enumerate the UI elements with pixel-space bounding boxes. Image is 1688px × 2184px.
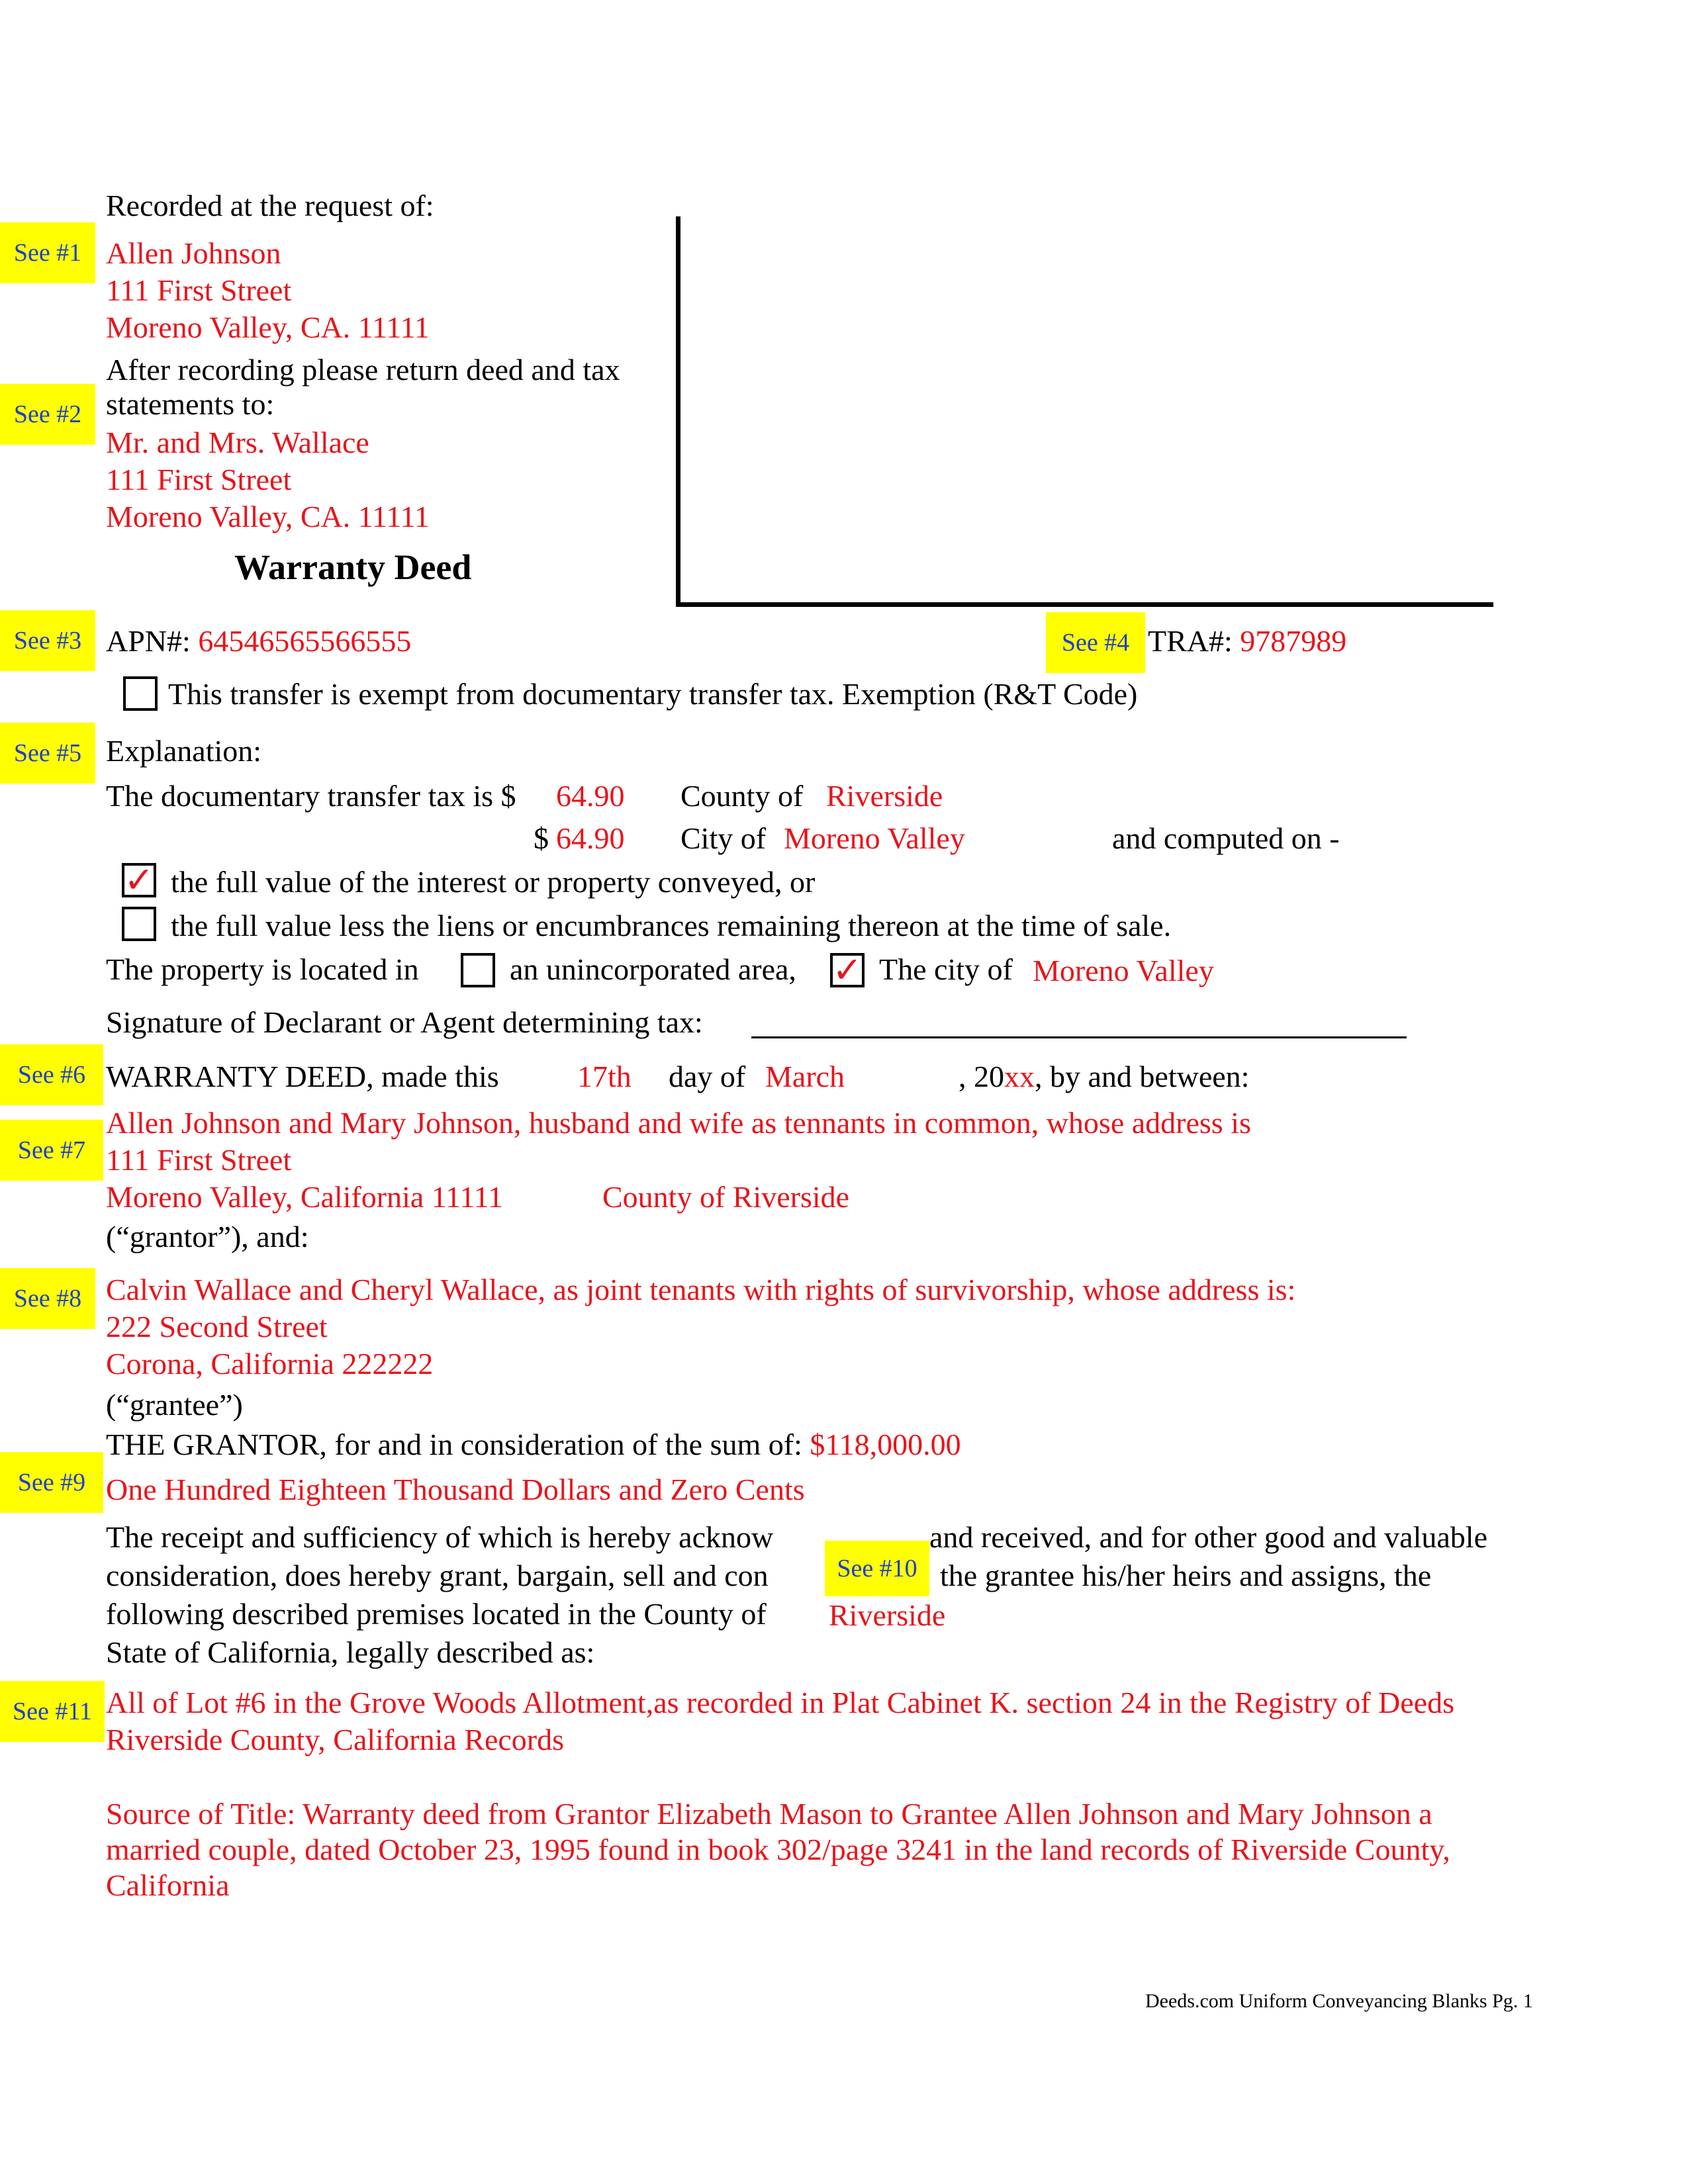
consideration-line: [106, 1427, 961, 1463]
document-title: Warranty Deed: [234, 547, 472, 587]
deed-day: 17th: [577, 1060, 632, 1093]
grantor-county: County of Riverside: [602, 1180, 850, 1214]
annotation-badge-3: See #3: [0, 610, 95, 671]
apn-label: APN#:: [106, 624, 191, 658]
exempt-text: This transfer is exempt from documentary transfer tax. Exemption (R&T Code): [168, 677, 1138, 711]
deed-month: March: [765, 1060, 845, 1093]
grantee-street: 222 Second Street: [106, 1310, 328, 1343]
located-city: Moreno Valley: [1033, 954, 1214, 987]
annotation-badge-4: See #4: [1046, 612, 1145, 673]
tra-label: TRA#:: [1148, 624, 1233, 658]
tax-amount-county: 64.90: [556, 779, 625, 813]
annotation-badge-11: See #11: [0, 1681, 105, 1742]
recorded-label: Recorded at the request of:: [106, 189, 434, 222]
unincorporated-checkbox[interactable]: [461, 953, 495, 987]
tra-value: 9787989: [1240, 624, 1347, 658]
deed-between: , by and between:: [1035, 1060, 1250, 1093]
legal-line2: Riverside County, California Records: [106, 1723, 564, 1756]
annotation-badge-10: See #10: [825, 1541, 929, 1596]
receipt-line2a: consideration, does hereby grant, bargain, sell and con: [106, 1559, 769, 1592]
recording-box-vertical-line: [676, 216, 680, 607]
receipt-line3: following described premises located in the County of: [106, 1597, 767, 1631]
tax-city-label: City of: [680, 821, 767, 855]
annotation-badge-8: See #8: [0, 1268, 95, 1329]
grantee-city: Corona, California 222222: [106, 1347, 434, 1381]
recording-box-horizontal-line: [676, 602, 1493, 607]
recorded-city: Moreno Valley, CA. 11111: [106, 310, 430, 344]
annotation-badge-6: See #6: [0, 1044, 103, 1105]
source-line3: California: [106, 1868, 230, 1902]
source-line1: Source of Title: Warranty deed from Grantor Elizabeth Mason to Grantee Allen Johnson and Mary Johnson a: [106, 1797, 1432, 1831]
grantee-line1: Calvin Wallace and Cheryl Wallace, as joint tenants with rights of survivorship, whose address is:: [106, 1273, 1296, 1306]
tra-line: [1148, 623, 1346, 659]
receipt-line1b: and received, and for other good and valuable: [929, 1520, 1487, 1554]
receipt-line4: State of California, legally described as:: [106, 1635, 595, 1669]
apn-value: 64546565566555: [198, 624, 412, 658]
tax-amount-city: 64.90: [556, 821, 625, 855]
grantee-label: (“grantee”): [106, 1388, 243, 1422]
return-label-line2: statements to:: [106, 387, 275, 421]
tax-county-label: County of: [680, 779, 804, 813]
annotation-badge-2: See #2: [0, 384, 95, 445]
recorded-street: 111 First Street: [106, 273, 292, 307]
return-name: Mr. and Mrs. Wallace: [106, 426, 369, 459]
grantor-label: (“grantor”), and:: [106, 1220, 309, 1253]
annotation-badge-7: See #7: [0, 1120, 103, 1181]
tax-dollar-sign: $: [534, 821, 549, 855]
consideration-prefix: THE GRANTOR, for and in consideration of the sum of:: [106, 1428, 802, 1461]
consideration-amount: $118,000.00: [810, 1428, 961, 1461]
deed-day-of: day of: [669, 1060, 746, 1093]
city-of-label: The city of: [879, 952, 1013, 986]
deed-year-prefix: , 20: [959, 1060, 1004, 1093]
annotation-badge-1: See #1: [0, 222, 95, 283]
tax-county: Riverside: [826, 779, 943, 813]
deed-year-suffix: xx: [1004, 1060, 1035, 1093]
receipt-line2b: the grantee his/her heirs and assigns, the: [940, 1559, 1432, 1592]
unincorporated-label: an unincorporated area,: [510, 952, 796, 986]
annotation-badge-9: See #9: [0, 1452, 103, 1513]
legal-line1: All of Lot #6 in the Grove Woods Allotment,as recorded in Plat Cabinet K. section 24 in the Registry of Deeds: [106, 1686, 1454, 1719]
tax-city: Moreno Valley: [784, 821, 965, 855]
consideration-words: One Hundred Eighteen Thousand Dollars and Zero Cents: [106, 1473, 805, 1506]
deed-made-prefix: WARRANTY DEED, made this: [106, 1060, 499, 1093]
apn-line: [106, 623, 411, 659]
return-label-line1: After recording please return deed and tax: [106, 353, 620, 387]
receipt-line1a: The receipt and sufficiency of which is hereby acknow: [106, 1520, 774, 1554]
return-street: 111 First Street: [106, 463, 292, 496]
deed-year-line: [959, 1059, 1249, 1095]
source-line2: married couple, dated October 23, 1995 found in book 302/page 3241 in the land records of Riverside County,: [106, 1833, 1450, 1866]
option-full-value: the full value of the interest or property conveyed, or: [171, 865, 816, 899]
city-checkbox[interactable]: ✓: [830, 953, 865, 987]
explanation-label: Explanation:: [106, 734, 262, 768]
located-prefix: The property is located in: [106, 952, 419, 986]
exempt-checkbox[interactable]: [123, 676, 158, 711]
grantor-city: Moreno Valley, California 11111: [106, 1180, 503, 1214]
grantor-line1: Allen Johnson and Mary Johnson, husband and wife as tennants in common, whose address is: [106, 1106, 1251, 1140]
return-city: Moreno Valley, CA. 11111: [106, 500, 430, 533]
less-liens-checkbox[interactable]: [122, 907, 156, 941]
signature-label: Signature of Declarant or Agent determining tax:: [106, 1005, 703, 1039]
receipt-county: Riverside: [829, 1598, 946, 1632]
full-value-checkbox[interactable]: ✓: [122, 863, 156, 897]
recorded-name: Allen Johnson: [106, 236, 281, 270]
tax-computed-on: and computed on -: [1112, 821, 1340, 855]
signature-line: [751, 1036, 1407, 1038]
grantor-street: 111 First Street: [106, 1143, 292, 1177]
option-less-liens: the full value less the liens or encumbrances remaining thereon at the time of sale.: [171, 909, 1172, 942]
tax-line1-prefix: The documentary transfer tax is $: [106, 779, 516, 813]
page-footer: Deeds.com Uniform Conveyancing Blanks Pg. 1: [1145, 1990, 1533, 2012]
annotation-badge-5: See #5: [0, 723, 95, 784]
